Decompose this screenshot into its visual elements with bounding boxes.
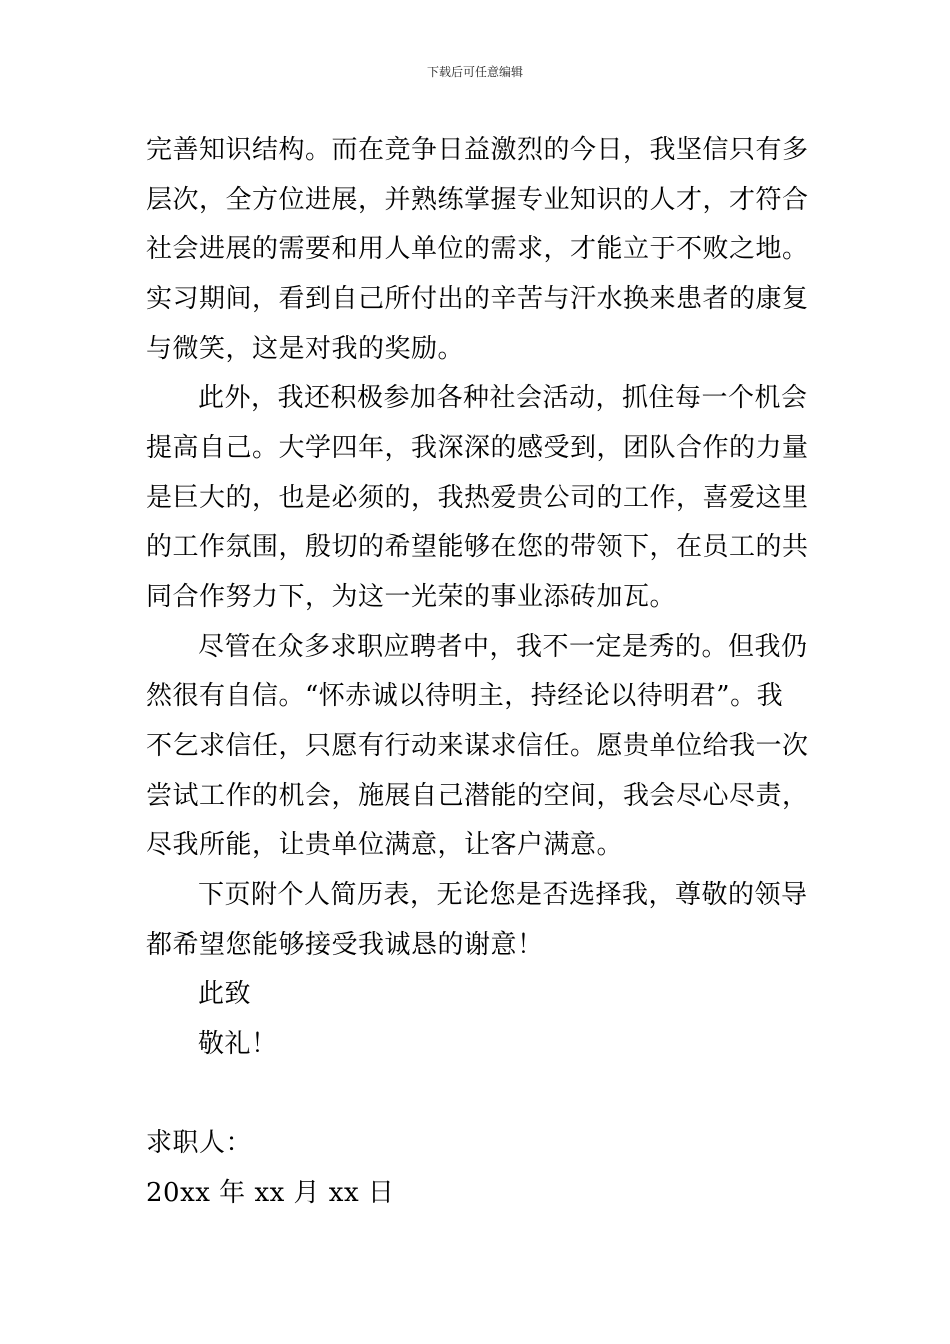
body-line: 尝试工作的机会，施展自己潜能的空间，我会尽心尽责， [146,781,809,811]
body-line: 实习期间，看到自己所付出的辛苦与汗水换来患者的康复 [146,284,809,314]
page-header: 下载后可任意编辑 [426,65,523,79]
applicant-label: 求职人： [146,1128,253,1158]
body-line: 不乞求信任，只愿有行动来谋求信任。愿贵单位给我一次 [146,731,809,761]
letter-date: 20xx 年 xx 月 xx 日 [146,1178,395,1208]
body-line: 下页附个人简历表，无论您是否选择我，尊敬的领导 [198,880,808,910]
body-line: 的工作氛围，殷切的希望能够在您的带领下，在员工的共 [146,532,809,562]
body-line: 是巨大的，也是必须的，我热爱贵公司的工作，喜爱这里 [146,483,809,513]
body-line: 提高自己。大学四年，我深深的感受到，团队合作的力量 [146,433,809,463]
body-line: 尽管在众多求职应聘者中，我不一定是秀的。但我仍 [198,632,808,662]
body-line: 层次，全方位进展，并熟练掌握专业知识的人才，才符合 [146,185,809,215]
body-line: 完善知识结构。而在竞争日益激烈的今日，我坚信只有多 [146,135,809,165]
closing-regards: 敬礼！ [198,1029,278,1059]
closing-salutation: 此致 [198,979,252,1009]
body-line: 尽我所能，让贵单位满意，让客户满意。 [146,830,624,860]
body-line: 社会进展的需要和用人单位的需求，才能立于不败之地。 [146,234,809,264]
body-line: 都希望您能够接受我诚恳的谢意！ [146,930,544,960]
body-line: 此外，我还积极参加各种社会活动，抓住每一个机会 [198,383,808,413]
body-line: 同合作努力下，为这一光荣的事业添砖加瓦。 [146,582,677,612]
body-line: 与微笑，这是对我的奖励。 [146,334,465,364]
body-line: 然很有自信。“怀赤诚以待明主，持经论以待明君”。我 [146,681,784,711]
